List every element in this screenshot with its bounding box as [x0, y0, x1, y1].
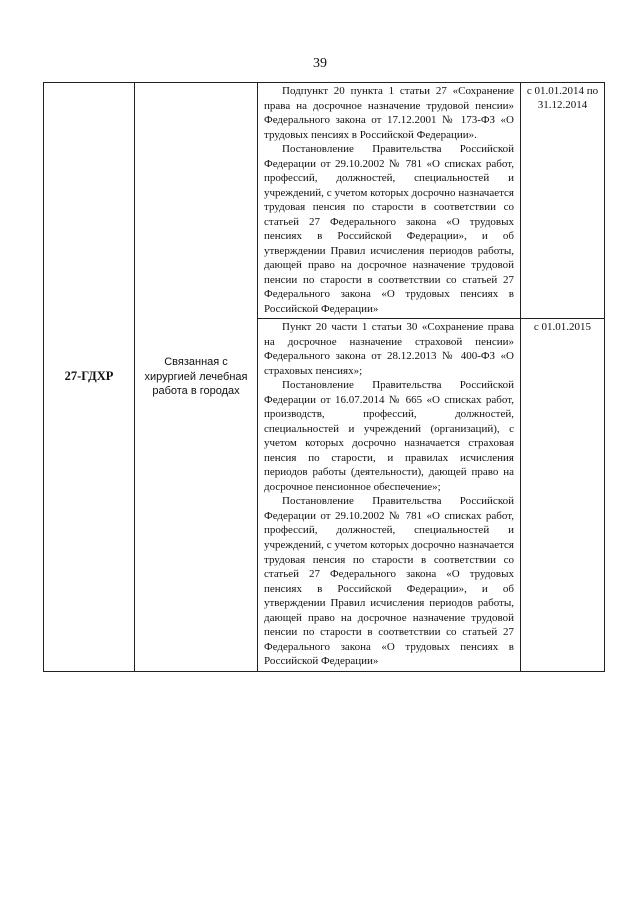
table-row [44, 83, 605, 319]
page-number: 39 [313, 56, 327, 71]
legal-basis-cell [258, 83, 521, 319]
period-cell: с 01.01.2014 по 31.12.2014 [521, 83, 605, 319]
legal-basis-cell [258, 319, 521, 671]
legal-basis-paragraph: Подпункт 20 пункта 1 статьи 27 «Сохранение права на досрочное назначение трудовой пенсии» Федерального закона от 17.12.2001 № 173-ФЗ «О трудовых пенсиях в Российской Федерации». [264, 85, 514, 141]
legal-basis-paragraph: Пункт 20 части 1 статьи 30 «Сохранение права на досрочное назначение страховой пенсии» Федерального закона от 28.12.2013 № 400-ФЗ «О страховых пенсиях»; [264, 321, 514, 377]
legal-basis-paragraph: Постановление Правительства Российской Федерации от 29.10.2002 № 781 «О списках работ, профессий, должностей, специальностей и учреждений, с учетом которых досрочно назначается трудовая пенсия по старости в соответствии со статьей 27 Федерального закона «О трудовых пенсиях в Российской Федерации», и об утверждении Правил исчисления периодов работы, дающей право на досрочное назначение трудовой пенсии по старости в соответствии со статьей 27 Федерального закона «О трудовых пенсиях в Российской Федерации» [264, 143, 514, 315]
legal-basis-paragraph: Постановление Правительства Российской Федерации от 29.10.2002 № 781 «О списках работ, профессий, должностей, специальностей и учреждений, с учетом которых досрочно назначается трудовая пенсия по старости в соответствии со статьей 27 Федерального закона «О трудовых пенсиях в Российской Федерации», и об утверждении Правил исчисления периодов работы, дающей право на досрочное назначение трудовой пенсии по старости в соответствии со статьей 27 Федерального закона «О трудовых пенсиях в Российской Федерации» [264, 495, 514, 668]
period-cell: с 01.01.2015 [521, 319, 605, 671]
position-code-cell: 27-ГДХР [44, 83, 135, 672]
pension-basis-table [43, 82, 605, 672]
position-name-cell: Связанная с хирургией лечебная работа в городах [135, 83, 258, 672]
legal-basis-paragraph: Постановление Правительства Российской Федерации от 16.07.2014 № 665 «О списках работ, производств, профессий, должностей, специальностей и учреждений (организаций), с учетом которых досрочно назначается страховая пенсия по старости, и правилах исчисления периодов работы (деятельности), дающей право на досрочное пенсионное обеспечение»; [264, 379, 514, 493]
